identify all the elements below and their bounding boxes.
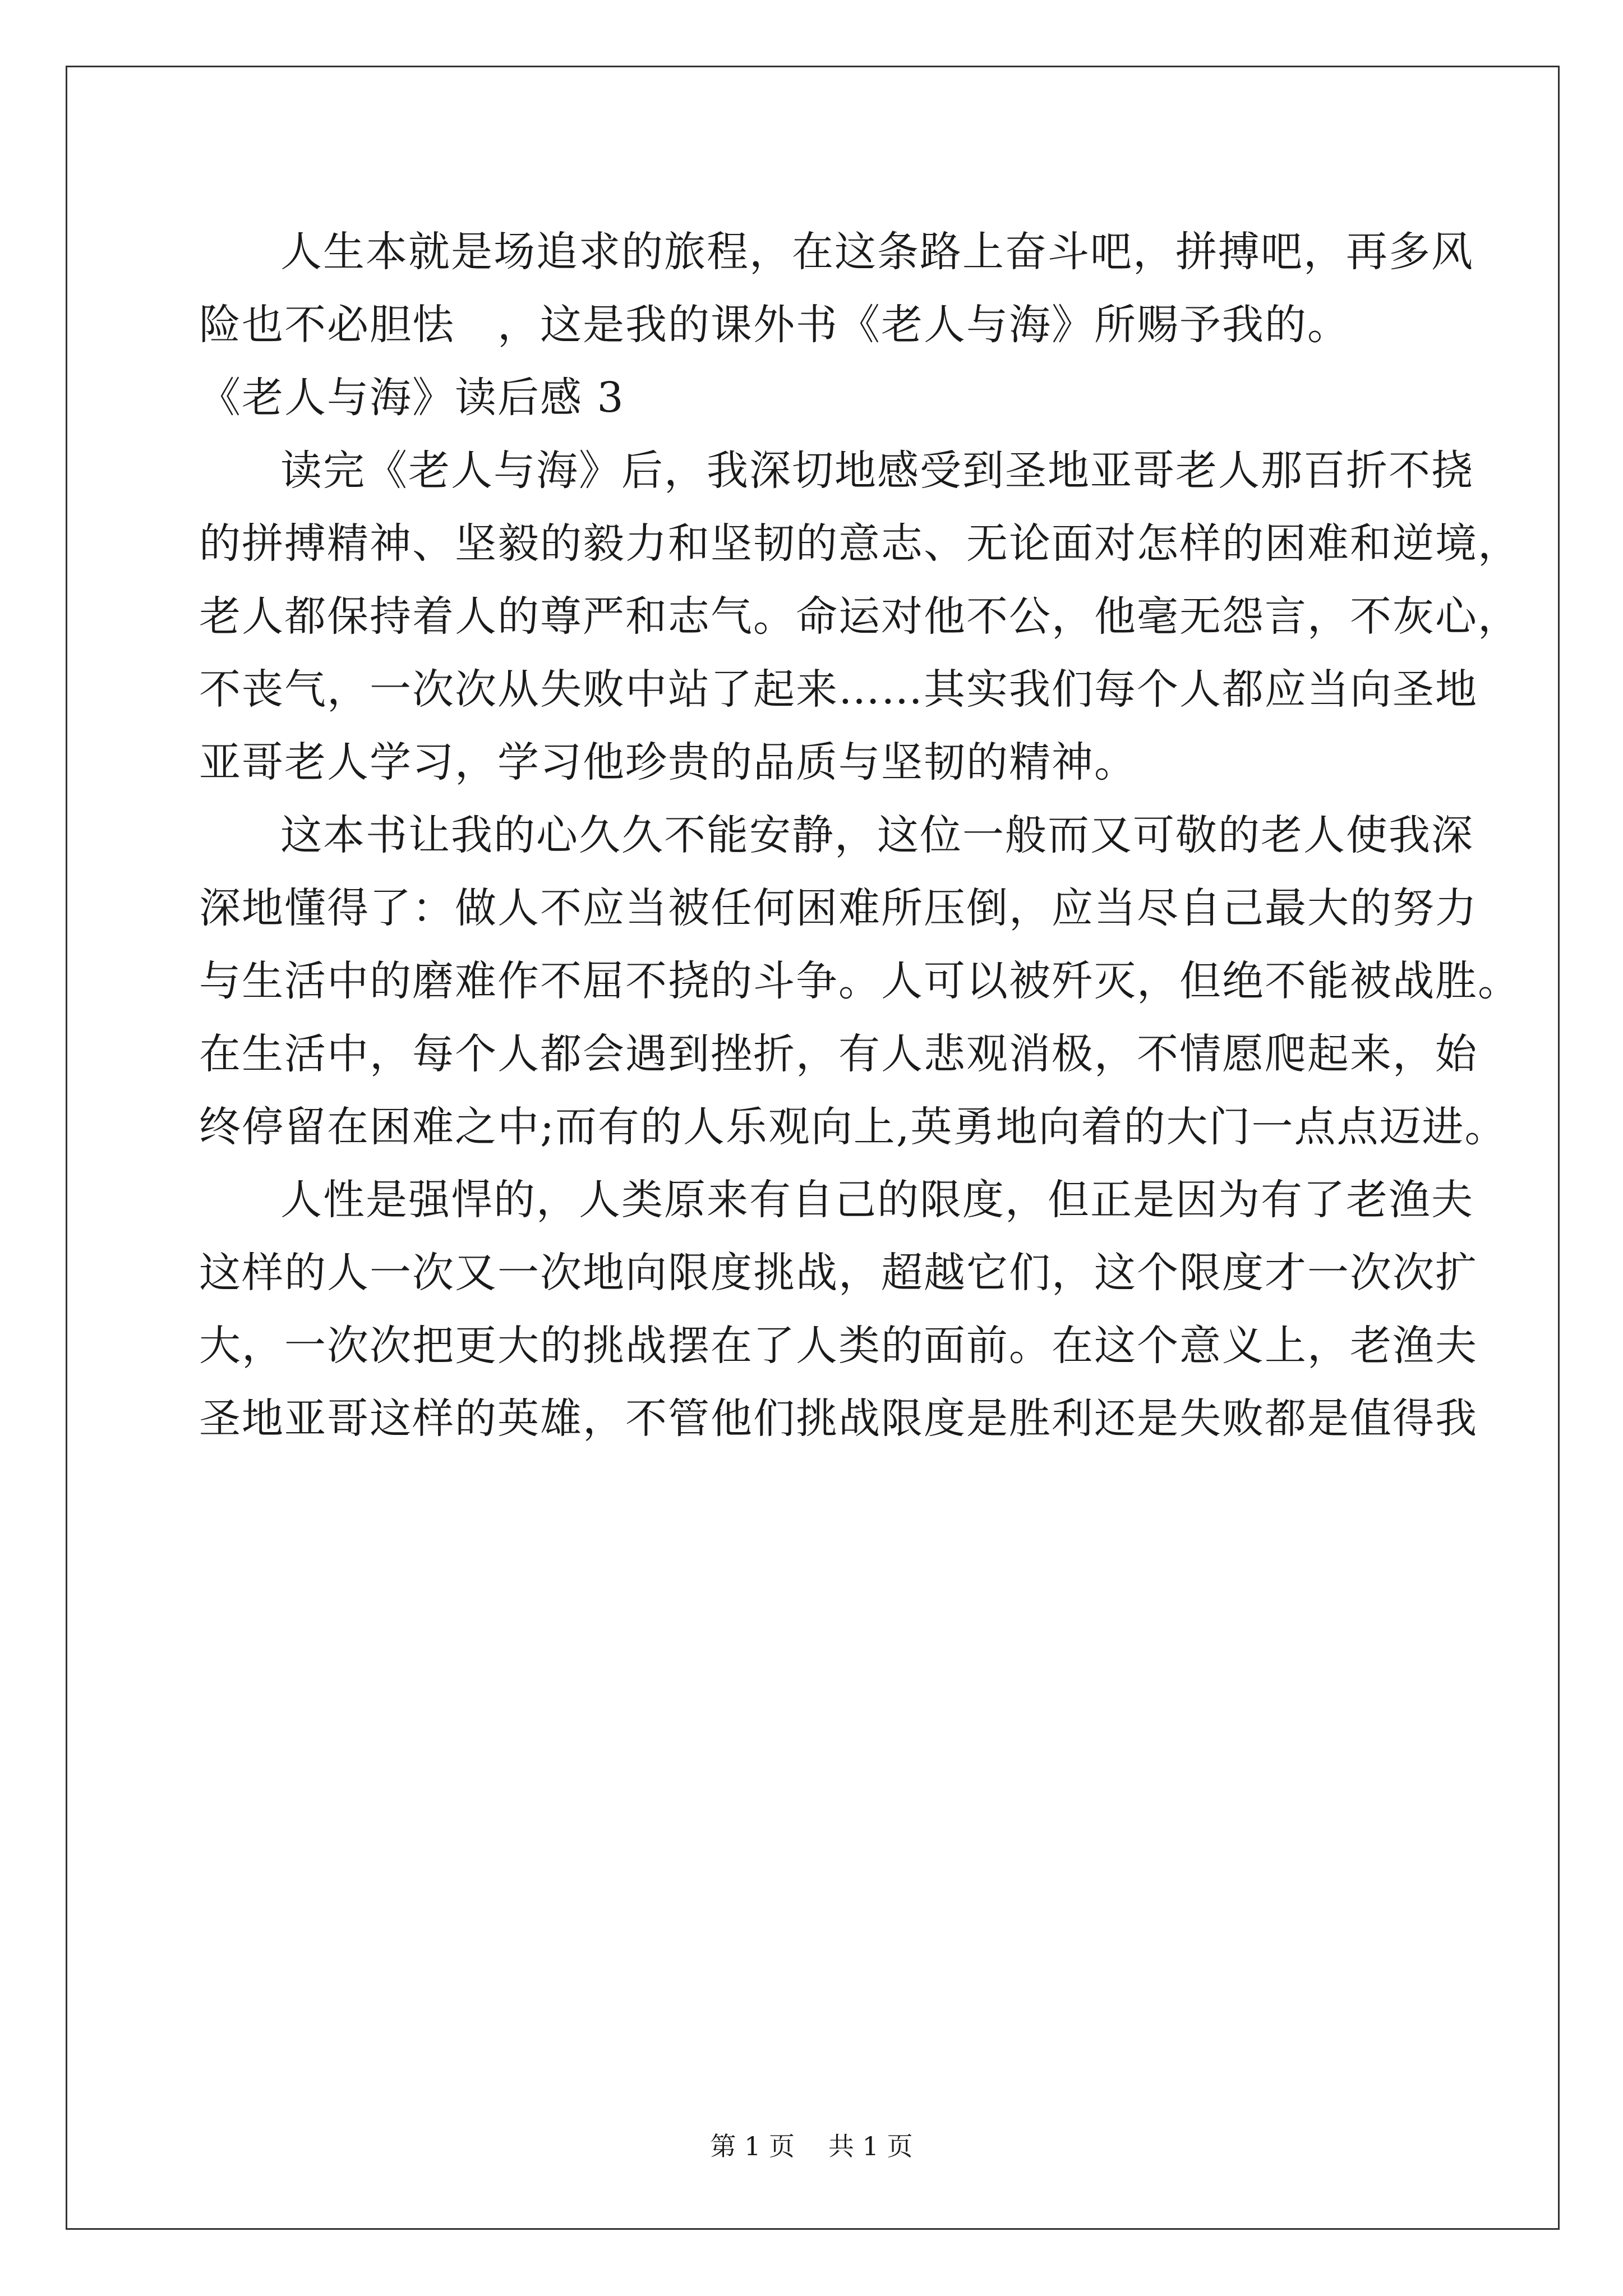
paragraph-4-line-1: 人性是强悍的，人类原来有自己的限度，但正是因为有了老渔夫 [280,1176,1474,1224]
paragraph-3-line-3: 与生活中的磨难作不屈不挠的斗争。人可以被歼灭，但绝不能被战胜。 [199,957,1520,1005]
paragraph-1-line-2: 险也不必胆怯 ，这是我的课外书《老人与海》所赐予我的。 [199,301,1350,349]
paragraph-1-line-1: 人生本就是场追求的旅程，在这条路上奋斗吧，拼搏吧，再多风 [280,228,1474,276]
paragraph-2-line-2: 的拼搏精神、坚毅的毅力和坚韧的意志、无论面对怎样的困难和逆境， [199,519,1520,568]
paragraph-3-line-2: 深地懂得了：做人不应当被任何困难所压倒，应当尽自己最大的努力 [199,884,1478,932]
section-heading: 《老人与海》读后感 3 [199,374,625,422]
paragraph-2-line-5: 亚哥老人学习，学习他珍贵的品质与坚韧的精神。 [199,738,1137,786]
paragraph-2-line-1: 读完《老人与海》后，我深切地感受到圣地亚哥老人那百折不挠 [280,447,1474,495]
paragraph-3-line-4: 在生活中，每个人都会遇到挫折，有人悲观消极，不情愿爬起来，始 [199,1030,1478,1078]
page-number-current: 第 1 页 [710,2131,795,2161]
page-footer [0,2133,1623,2159]
paragraph-4-line-4: 圣地亚哥这样的英雄，不管他们挑战限度是胜利还是失败都是值得我 [199,1395,1478,1443]
paragraph-2-line-4: 不丧气，一次次从失败中站了起来……其实我们每个人都应当向圣地 [199,665,1478,714]
paragraph-2-line-3: 老人都保持着人的尊严和志气。命运对他不公，他毫无怨言，不灰心， [199,592,1520,641]
paragraph-3-line-5: 终停留在困难之中;而有的人乐观向上,英勇地向着的大门一点点迈进。 [199,1103,1507,1151]
page-number-total: 共 1 页 [828,2131,913,2161]
paragraph-4-line-3: 大，一次次把更大的挑战摆在了人类的面前。在这个意义上，老渔夫 [199,1322,1478,1370]
paragraph-3-line-1: 这本书让我的心久久不能安静，这位一般而又可敬的老人使我深 [280,811,1474,859]
paragraph-4-line-2: 这样的人一次又一次地向限度挑战，超越它们，这个限度才一次次扩 [199,1249,1478,1297]
